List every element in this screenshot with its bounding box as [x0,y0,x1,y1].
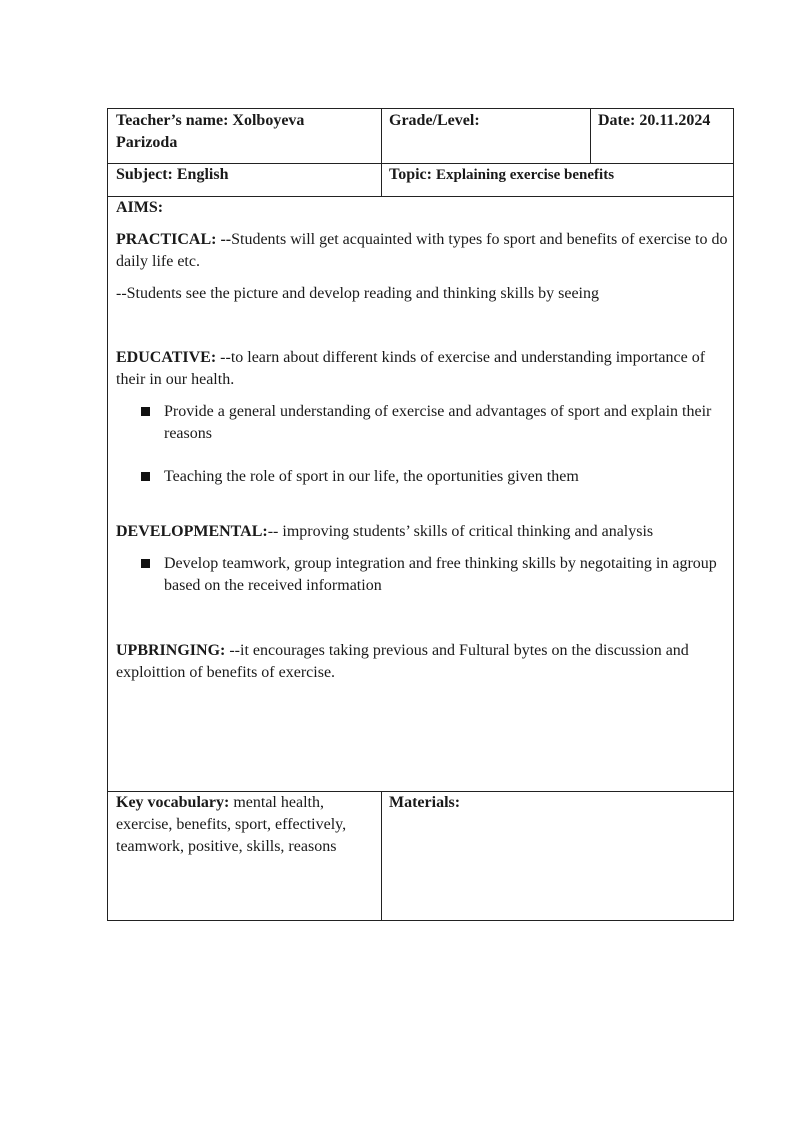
educative-bullet-1-text: Provide a general understanding of exercise and advantages of sport and explain their reasons [164,403,712,442]
practical-label: PRACTICAL: -- [116,231,232,248]
materials-cell [389,792,729,814]
teacher-name-label-line2: Parizoda [116,134,178,151]
square-bullet-icon [141,559,150,568]
aims-section [116,197,728,684]
educative-bullet-1 [116,401,728,445]
topic-value: Explaining exercise benefits [435,167,615,183]
key-vocabulary-label: Key vocabulary: [116,794,230,811]
key-vocabulary-cell [116,792,378,858]
practical-line2: --Students see the picture and develop reading and thinking skills by seeing [116,285,599,302]
developmental-text: -- improving students’ skills of critical thinking and analysis [267,523,654,540]
educative-text: --to learn about different kinds of exercise and understanding importance of their in our health. [116,349,706,388]
key-vocabulary-text: mental health, exercise, benefits, sport, effectively, teamwork, positive, skills, reasons [116,794,347,855]
educative-bullet-2-text: Teaching the role of sport in our life, the oportunities given them [164,468,579,485]
upbringing-paragraph [116,640,728,684]
col-divider-c [381,791,382,921]
topic-label: Topic: [389,166,432,183]
materials-label: Materials: [389,794,461,811]
grade-level-label: Grade/Level: [389,112,480,129]
subject-label: Subject: English [116,166,229,183]
grade-level-cell [389,110,587,132]
topic-cell [389,164,729,186]
aims-heading: AIMS: [116,199,164,216]
developmental-bullet-1 [116,553,728,597]
subject-cell [116,164,378,186]
lesson-plan-table [107,108,734,921]
practical-text: Students will get acquainted with types fo sport and benefits of exercise to do daily life etc. [116,231,728,270]
upbringing-label: UPBRINGING: [116,642,226,659]
square-bullet-icon [141,407,150,416]
date-label: Date: 20.11.2024 [598,112,711,129]
date-cell [598,110,732,132]
educative-label: EDUCATIVE: [116,349,217,366]
upbringing-text: --it encourages taking previous and Fultural bytes on the discussion and exploittion of benefits of exercise. [116,642,689,681]
practical-paragraph [116,229,728,273]
teacher-name-label: Teacher’s name: Xolboyeva [116,112,305,129]
col-divider-a [381,109,382,196]
educative-bullet-2 [116,466,728,488]
col-divider-b [590,109,591,163]
developmental-bullet-1-text: Develop teamwork, group integration and free thinking skills by negotaiting in agroup based on the received information [164,555,717,594]
square-bullet-icon [141,472,150,481]
developmental-paragraph [116,521,728,543]
developmental-label: DEVELOPMENTAL: [116,523,268,540]
teacher-name-cell [116,110,378,154]
educative-paragraph [116,347,728,391]
